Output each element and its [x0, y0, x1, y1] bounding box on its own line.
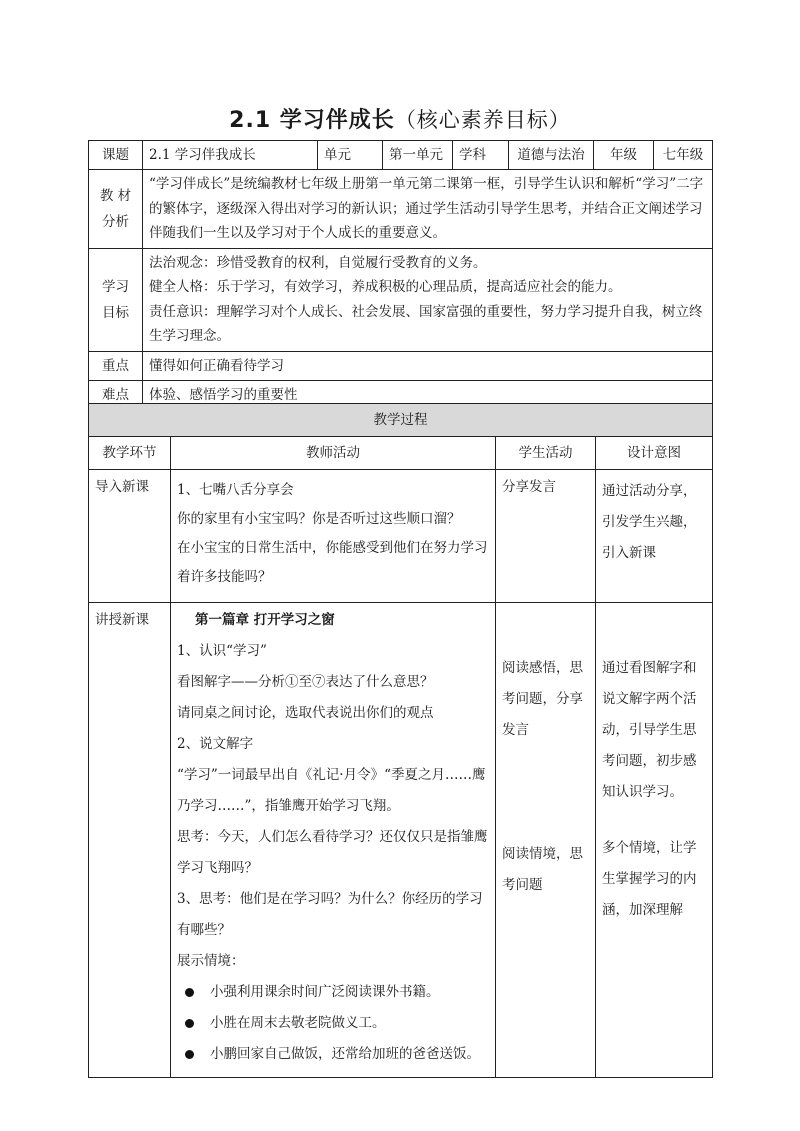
- intro-stage: 导入新课: [89, 470, 171, 603]
- document-title: [0, 103, 800, 134]
- lesson-value: 2.1 学习伴我成长: [143, 141, 318, 170]
- intro-row: [89, 470, 713, 603]
- lecture-teacher-line: 展示情境：: [177, 953, 245, 969]
- lecture-teacher-line: 3、思考：他们是在学习吗？为什么？你经历的学习有哪些？: [177, 891, 483, 938]
- title-main: 2.1 学习伴成长: [229, 108, 395, 133]
- analysis-text: “学习伴成长”是统编教材七年级上册第一单元第二课第一框，引导学生认识和解析“学习”二字的繁体字，逐级深入得出对学习的新认识；通过学生活动引导学生思考，并结合正文阐述学习伴随我们一生以及学习对于个人成长的重要意义。: [143, 170, 713, 249]
- lecture-teacher: [171, 603, 496, 1078]
- lecture-row: [89, 603, 713, 1078]
- bullet-icon: [185, 1019, 194, 1028]
- lecture-teacher-line: 请同桌之间讨论，选取代表说出你们的观点: [177, 705, 434, 721]
- scenario-item: 小强利用课余时间广泛阅读课外书籍。: [177, 977, 489, 1008]
- lecture-teacher-line: “学习”一词最早出自《礼记·月令》“季夏之月……鹰乃学习……”，指雏鹰开始学习飞翔。: [177, 767, 486, 814]
- student-activity-1: 阅读感悟，思考问题，分享发言: [502, 660, 583, 738]
- intro-teacher: [171, 470, 496, 603]
- bullet-icon: [185, 988, 194, 997]
- subject-label: 学科: [453, 141, 509, 170]
- unit-value: 第一单元: [383, 141, 453, 170]
- goal-item: 法治观念：珍惜受教育的权利，自觉履行受教育的义务。: [149, 254, 487, 271]
- goals-row: [89, 248, 713, 351]
- bullet-icon: [185, 1050, 194, 1059]
- lecture-teacher-line: 2、说文解字: [177, 736, 254, 752]
- column-header: 学生活动: [496, 437, 596, 470]
- student-activity-2: 阅读情境，思考问题: [502, 846, 583, 893]
- info-row: [89, 141, 713, 170]
- goal-item: 责任意识：理解学习对个人成长、社会发展、国家富强的重要性，努力学习提升自我，树立终生学习理念。: [149, 303, 703, 344]
- lecture-design: [596, 603, 713, 1078]
- intro-teacher-line: 1、七嘴八舌分享会: [177, 482, 294, 498]
- difficulty-label: 难点: [89, 380, 143, 409]
- chapter-heading: 第一篇章 打开学习之窗: [195, 612, 335, 628]
- analysis-label: 教 材 分析: [89, 170, 143, 249]
- scenario-item: 小胜在周末去敬老院做义工。: [177, 1008, 489, 1039]
- key-point-text: 懂得如何正确看待学习: [143, 351, 713, 380]
- intro-design: 通过活动分享，引发学生兴趣，引入新课: [596, 470, 713, 603]
- process-heading-row: [89, 404, 713, 437]
- teaching-process-table: [88, 403, 713, 1078]
- grade-label: 年级: [594, 141, 654, 170]
- lecture-teacher-line: 1、认识“学习”: [177, 643, 267, 659]
- design-intent-2: 多个情境，让学生掌握学习的内涵，加深理解: [602, 840, 697, 918]
- lecture-student: [496, 603, 596, 1078]
- process-header-row: [89, 437, 713, 470]
- subject-value: 道德与法治: [509, 141, 594, 170]
- design-intent-1: 通过看图解字和说文解字两个活动，引导学生思考问题，初步感知认识学习。: [602, 660, 697, 800]
- goals-label: 学习 目标: [89, 248, 143, 351]
- lecture-teacher-line: 思考：今天，人们怎么看待学习？还仅仅只是指雏鹰学习飞翔吗？: [177, 829, 488, 876]
- intro-teacher-line: 在小宝宝的日常生活中，你能感受到他们在努力学习着许多技能吗？: [177, 540, 488, 585]
- lecture-stage: 讲授新课: [89, 603, 171, 1078]
- lecture-teacher-line: 看图解字——分析①至⑦表达了什么意思？: [177, 674, 434, 690]
- scenario-item: 小鹏回家自己做饭，还常给加班的爸爸送饭。: [177, 1039, 489, 1070]
- column-header: 教学环节: [89, 437, 171, 470]
- lesson-label: 课题: [89, 141, 143, 170]
- unit-label: 单元: [318, 141, 383, 170]
- intro-teacher-line: 你的家里有小宝宝吗？你是否听过这些顺口溜？: [177, 511, 461, 527]
- key-point-label: 重点: [89, 351, 143, 380]
- key-point-row: [89, 351, 713, 380]
- goals-list: [143, 248, 713, 351]
- title-sub: （核心素养目标）: [394, 108, 571, 132]
- intro-student: 分享发言: [496, 470, 596, 603]
- analysis-row: [89, 170, 713, 249]
- difficulty-text: 体验、感悟学习的重要性: [143, 380, 713, 409]
- lesson-info-table: [88, 140, 713, 410]
- grade-value: 七年级: [654, 141, 713, 170]
- goal-item: 健全人格：乐于学习，有效学习，养成积极的心理品质，提高适应社会的能力。: [149, 279, 622, 295]
- column-header: 设计意图: [596, 437, 713, 470]
- column-header: 教师活动: [171, 437, 496, 470]
- process-heading: 教学过程: [89, 404, 713, 437]
